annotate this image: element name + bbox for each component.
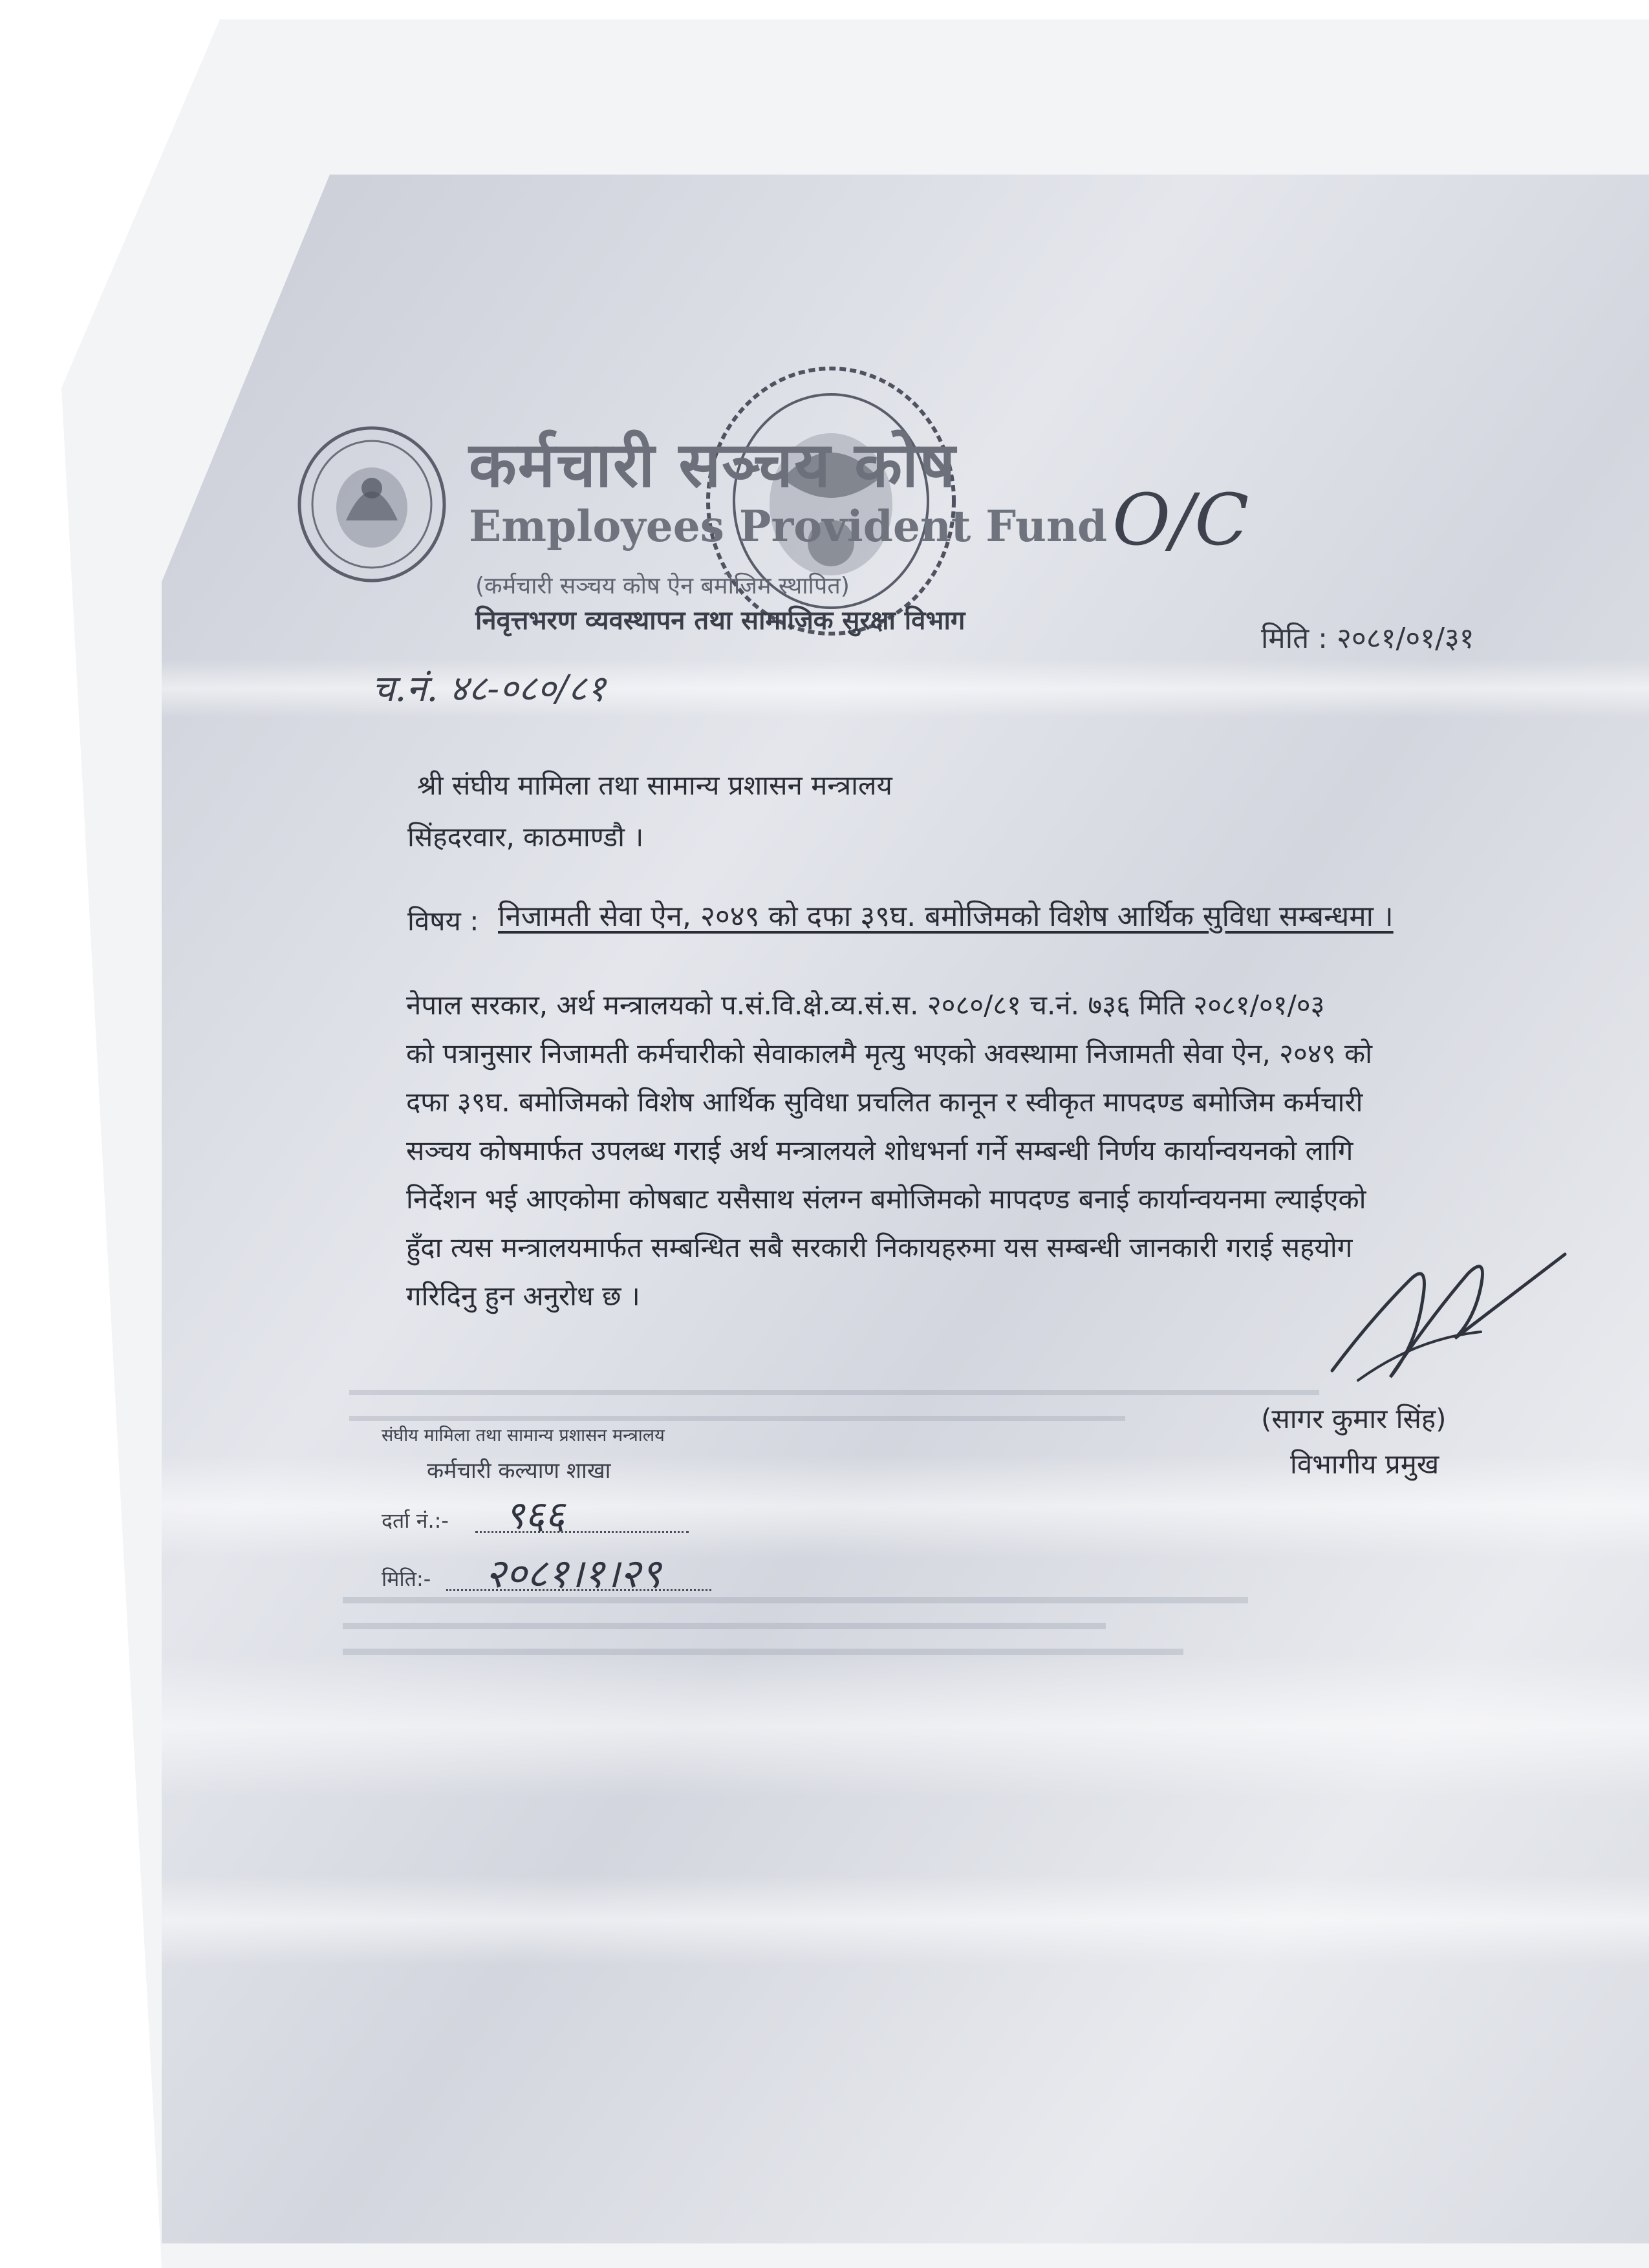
body-line-4: सञ्चय कोषमार्फत उपलब्ध गराई अर्थ मन्त्रालयले शोधभर्ना गर्ने सम्बन्धी निर्णय कार्यान्वयनको लागि	[406, 1135, 1353, 1166]
org-subtitle: (कर्मचारी सञ्चय कोष ऐन बमोजिम स्थापित)	[475, 573, 850, 599]
letter-date: मिति : २०८१/०१/३१	[1261, 622, 1474, 655]
signatory-title: विभागीय प्रमुख	[1290, 1448, 1439, 1480]
body-line-3: दफा ३९घ. बमोजिमको विशेष आर्थिक सुविधा प्रचलित कानून र स्वीकृत मापदण्ड बमोजिम कर्मचारी	[406, 1086, 1363, 1118]
body-line-7: गरिदिनु हुन अनुरोध छ ।	[406, 1280, 640, 1312]
handwritten-oc-note: O/C	[1112, 478, 1249, 561]
received-stamp-office: संघीय मामिला तथा सामान्य प्रशासन मन्त्रालय	[382, 1426, 665, 1446]
department-name: निवृत्तभरण व्यवस्थापन तथा सामाजिक सुरक्षा विभाग	[475, 606, 965, 636]
registration-date-handwritten: २०८१।१।२९	[485, 1550, 662, 1597]
subject-label: विषय :	[407, 905, 479, 937]
signatory-name: (सागर कुमार सिंह)	[1261, 1403, 1447, 1435]
registration-date-label: मिति:-	[382, 1567, 431, 1591]
body-line-1: नेपाल सरकार, अर्थ मन्त्रालयको प.सं.वि.क्षे.व्य.सं.स. २०८०/८१ च.नं. ७३६ मिति २०८१/०१/०३	[406, 989, 1325, 1021]
registration-number-handwritten: ९६६	[504, 1493, 565, 1538]
subject-text: निजामती सेवा ऐन, २०४९ को दफा ३९घ. बमोजिमको विशेष आर्थिक सुविधा सम्बन्धमा ।	[498, 900, 1394, 933]
org-name-english: Employees Provident Fund	[469, 501, 1108, 551]
body-line-5: निर्देशन भई आएकोमा कोषबाट यसैसाथ संलग्न बमोजिमको मापदण्ड बनाई कार्यान्वयनमा ल्याईएको	[406, 1183, 1366, 1215]
registration-number-label: दर्ता नं.:-	[382, 1508, 449, 1533]
body-line-2: को पत्रानुसार निजामती कर्मचारीको सेवाकालमै मृत्यु भएको अवस्थामा निजामती सेवा ऐन, २०४९ को	[406, 1038, 1372, 1069]
body-line-6: हुँदा त्यस मन्त्रालयमार्फत सम्बन्धित सबै सरकारी निकायहरुमा यस सम्बन्धी जानकारी गराई सहयोग	[406, 1232, 1353, 1263]
org-name-nepali: कर्मचारी सञ्चय कोष	[469, 429, 957, 501]
recipient-line-1: श्री संघीय मामिला तथा सामान्य प्रशासन मन्त्रालय	[417, 769, 892, 801]
signature-image	[1319, 1241, 1578, 1396]
received-stamp-section: कर्मचारी कल्याण शाखा	[427, 1458, 611, 1484]
dispatch-number-handwritten: च.नं. ४८-०८०/८१	[372, 668, 606, 710]
emblem-seal-icon	[294, 423, 449, 585]
recipient-line-2: सिंहदरवार, काठमाण्डौ ।	[407, 821, 644, 853]
